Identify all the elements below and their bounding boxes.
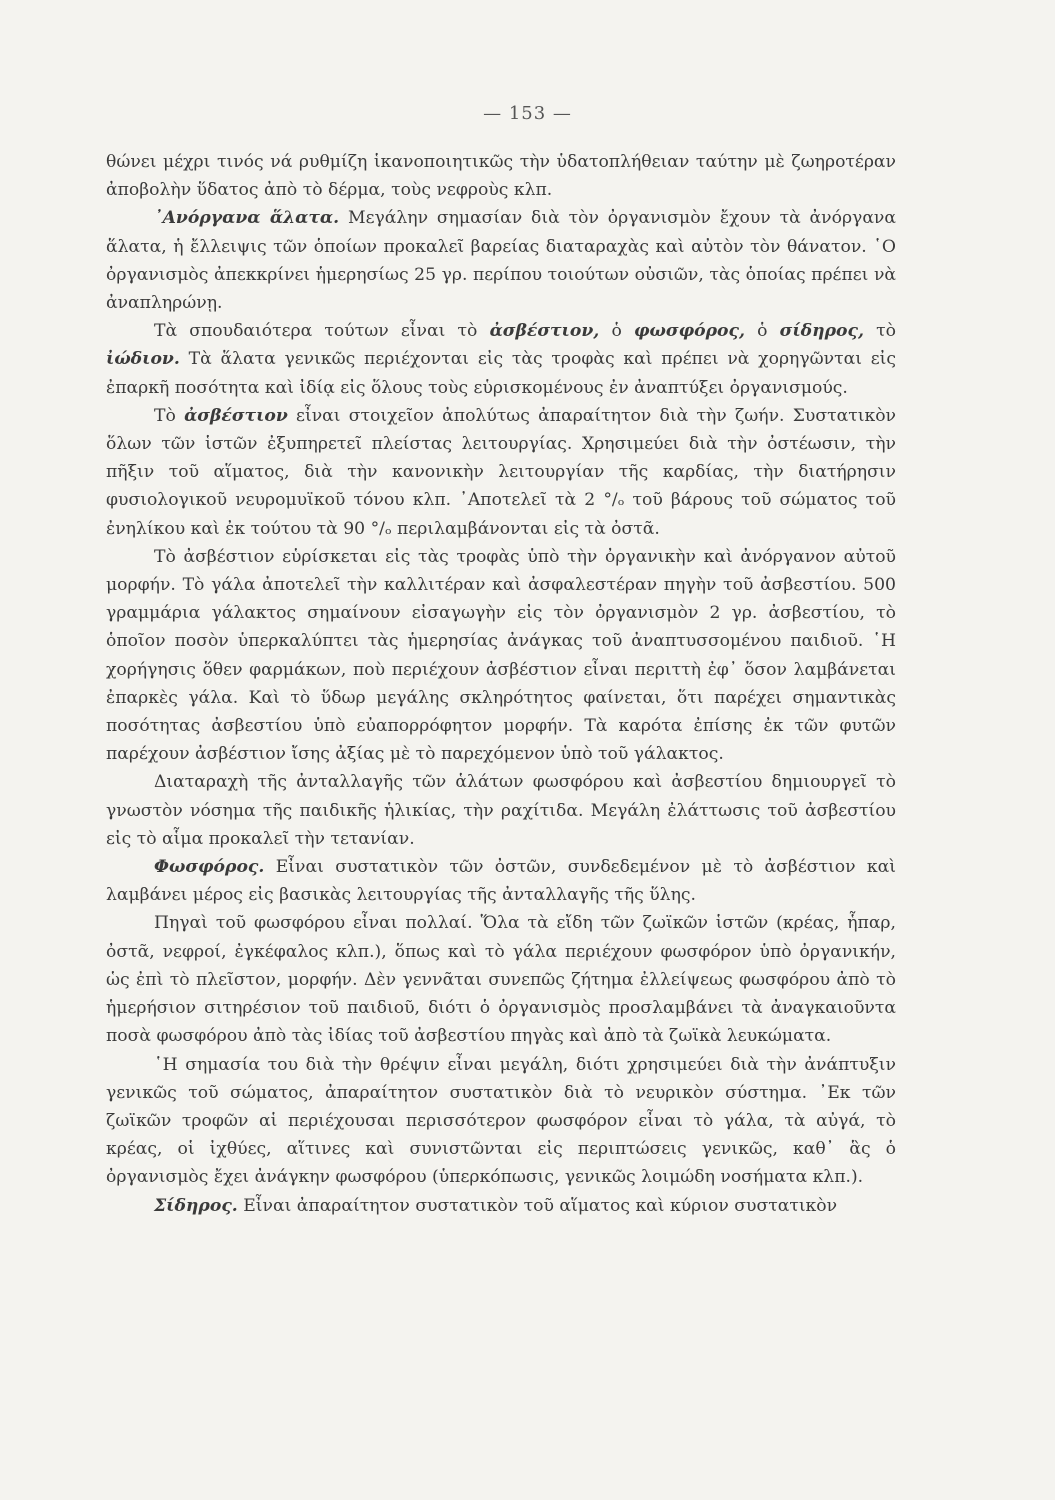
page-number: — 153 —: [483, 103, 572, 124]
text-run: εἶναι στοιχεῖον ἀπολύτως ἀπαραίτητον διὰ τὴν ζωήν. Συστατικὸν ὅλων τῶν ἱστῶν ἐξυπηρετεῖ πλείστας λειτουργίας. Χρησιμεύει διὰ τὴν ὀστέωσιν, τὴν πῆξιν τοῦ αἵματος, διὰ τὴν κανονικὴν λειτουργίαν τῆς καρδίας, τὴν διατήρησιν φυσιολογικοῦ νευρομυϊκοῦ τόνου κλπ. ᾿Αποτελεῖ τὰ 2 °/ₒ τοῦ βάρους τοῦ σώματος τοῦ ἐνηλίκου καὶ ἐκ τούτου τὰ 90 °/ₒ περιλαμβάνονται εἰς τὰ ὀστᾶ.: [106, 405, 896, 539]
paragraph-text: Εἶναι συστατικὸν τῶν ὀστῶν, συνδεδεμένον μὲ τὸ ἀσβέστιον καὶ λαμβάνει μέρος εἰς βασικὰς λειτουργίας τῆς ἀνταλλαγῆς τῆς ὕλης.: [106, 857, 896, 906]
section-heading-iron: Σίδηρος.: [154, 1195, 238, 1216]
section-heading-inorganic-salts: ᾿Ανόργανα ἅλατα.: [154, 208, 340, 229]
paragraph-rickets: Διαταραχὴ τῆς ἀνταλλαγῆς τῶν ἁλάτων φωσφόρου καὶ ἀσβεστίου δημιουργεῖ τὸ γνωστὸν νόσημα τῆς παιδικῆς ἡλικίας, τὴν ραχίτιδα. Μεγάλη ἐλάττωσις τοῦ ἀσβεστίου εἰς τὸ αἷμα προκαλεῖ τὴν τετανίαν.: [106, 772, 896, 849]
term-iodine: ἰώδιον.: [106, 349, 180, 370]
paragraph-calcium: [106, 402, 896, 543]
term-iron: σίδηρος,: [779, 321, 864, 342]
text-run: Τὰ σπουδαιότερα τούτων εἶναι τὸ: [154, 321, 490, 342]
paragraph-iron: [106, 1192, 896, 1220]
text-run: ὁ: [744, 321, 780, 342]
paragraph-main-salts: [106, 317, 896, 402]
paragraph-text: Εἶναι ἀπαραίτητον συστατικὸν τοῦ αἵματος καὶ κύριον συστατικὸν: [243, 1195, 838, 1216]
text-run: ὁ: [599, 321, 634, 342]
paragraph-phosphorus-sources: Πηγαὶ τοῦ φωσφόρου εἶναι πολλαί. Ὅλα τὰ εἴδη τῶν ζωϊκῶν ἱστῶν (κρέας, ἧπαρ, ὀστᾶ, νεφροί, ἐγκέφαλος κλπ.), ὅπως καὶ τὸ γάλα περιέχουν φωσφόρον ὑπὸ ὀργανικήν, ὡς ἐπὶ τὸ πλεῖστον, μορφήν. Δὲν γεννᾶται συνεπῶς ζήτημα ἐλλείψεως φωσφόρου ἀπὸ τὸ ἡμερήσιον σιτηρέσιον τοῦ παιδιοῦ, διότι ὁ ὀργανισμὸς προσλαμβάνει τὰ ἀναγκαιοῦντα ποσὰ φωσφόρου ἀπὸ τὰς ἰδίας τοῦ ἀσβεστίου πηγὰς καὶ ἀπὸ τὰ ζωϊκὰ λευκώματα.: [106, 913, 896, 1047]
paragraph-phosphorus-importance: ῾Η σημασία του διὰ τὴν θρέψιν εἶναι μεγάλη, διότι χρησιμεύει διὰ τὴν ἀνάπτυξιν γενικῶς τοῦ σώματος, ἀπαραίτητον συστατικὸν διὰ τὸ νευρικὸν σύστημα. ᾿Εκ τῶν ζωϊκῶν τροφῶν αἱ περιέχουσαι περισσότερον φωσφόρον εἶναι τὸ γάλα, τὰ αὐγά, τὸ κρέας, οἱ ἰχθύες, αἵτινες καὶ συνιστῶνται εἰς περιπτώσεις γενικῶς, καθ᾿ ἃς ὁ ὀργανισμὸς ἔχει ἀνάγκην φωσφόρου (ὑπερκόπωσις, γενικῶς λοιμώδη νοσήματα κλπ.).: [106, 1054, 896, 1188]
term-calcium: ἀσβέστιον,: [489, 321, 600, 342]
paragraph-phosphorus: [106, 853, 896, 909]
paragraph-inorganic-salts: [106, 204, 896, 317]
paragraph-text: Μεγάλην σημασίαν διὰ τὸν ὀργανισμὸν ἔχουν τὰ ἀνόργανα ἅλατα, ἡ ἔλλειψις τῶν ὁποίων προκαλεῖ βαρείας διαταραχὰς καὶ αὐτὸν τὸν θάνατον. ῾Ο ὀργανισμὸς ἀπεκκρίνει ἡμερησίως 25 γρ. περίπου τοιούτων οὐσιῶν, τὰς ὁποίας πρέπει νὰ ἀναπληρώνῃ.: [106, 208, 896, 314]
text-run: Τὸ: [154, 405, 185, 426]
term-calcium-2: ἀσβέστιον: [184, 405, 288, 426]
text-run: τὸ: [863, 321, 896, 342]
term-phosphorus: φωσφόρος,: [633, 321, 745, 342]
section-heading-phosphorus: Φωσφόρος.: [154, 857, 265, 878]
text-run: Τὰ ἅλατα γενικῶς περιέχονται εἰς τὰς τροφὰς καὶ πρέπει νὰ χορηγῶνται εἰς ἐπαρκῆ ποσότητα καὶ ἰδίᾳ εἰς ὅλους τοὺς εὑρισκομένους ἐν ἀναπτύξει ὀργανισμούς.: [106, 349, 896, 398]
paragraph-calcium-sources: Τὸ ἀσβέστιον εὑρίσκεται εἰς τὰς τροφὰς ὑπὸ τὴν ὀργανικὴν καὶ ἀνόργανον αὐτοῦ μορφήν. Τὸ γάλα ἀποτελεῖ τὴν καλλιτέραν καὶ ἀσφαλεστέραν πηγὴν τοῦ ἀσβεστίου. 500 γραμμάρια γάλακτος σημαίνουν εἰσαγωγὴν εἰς τὸν ὀργανισμὸν 2 γρ. ἀσβεστίου, τὸ ὁποῖον ποσὸν ὑπερκαλύπτει τὰς ἡμερησίας ἀνάγκας τοῦ ἀναπτυσσομένου παιδιοῦ. ῾Η χορήγησις ὅθεν φαρμάκων, ποὺ περιέχουν ἀσβέστιον εἶναι περιττὴ ἐφ᾿ ὅσον λαμβάνεται ἐπαρκὲς γάλα. Καὶ τὸ ὕδωρ μεγάλης σκληρότητος φαίνεται, ὅτι παρέχει σημαντικὰς ποσότητας ἀσβεστίου ὑπὸ εὐαπορρόφητον μορφήν. Τὰ καρότα ἐπίσης ἐκ τῶν φυτῶν παρέχουν ἀσβέστιον ἴσης ἀξίας μὲ τὸ παρεχόμενον ὑπὸ τοῦ γάλακτος.: [106, 546, 896, 765]
paragraph-continuation: θώνει μέχρι τινός νά ρυθμίζη ἱκανοποιητικῶς τὴν ὑδατοπλήθειαν ταύτην μὲ ζωηροτέραν ἀποβολὴν ὕδατος ἀπὸ τὸ δέρμα, τοὺς νεφροὺς κλπ.: [106, 152, 896, 201]
body-text: [106, 148, 896, 1220]
